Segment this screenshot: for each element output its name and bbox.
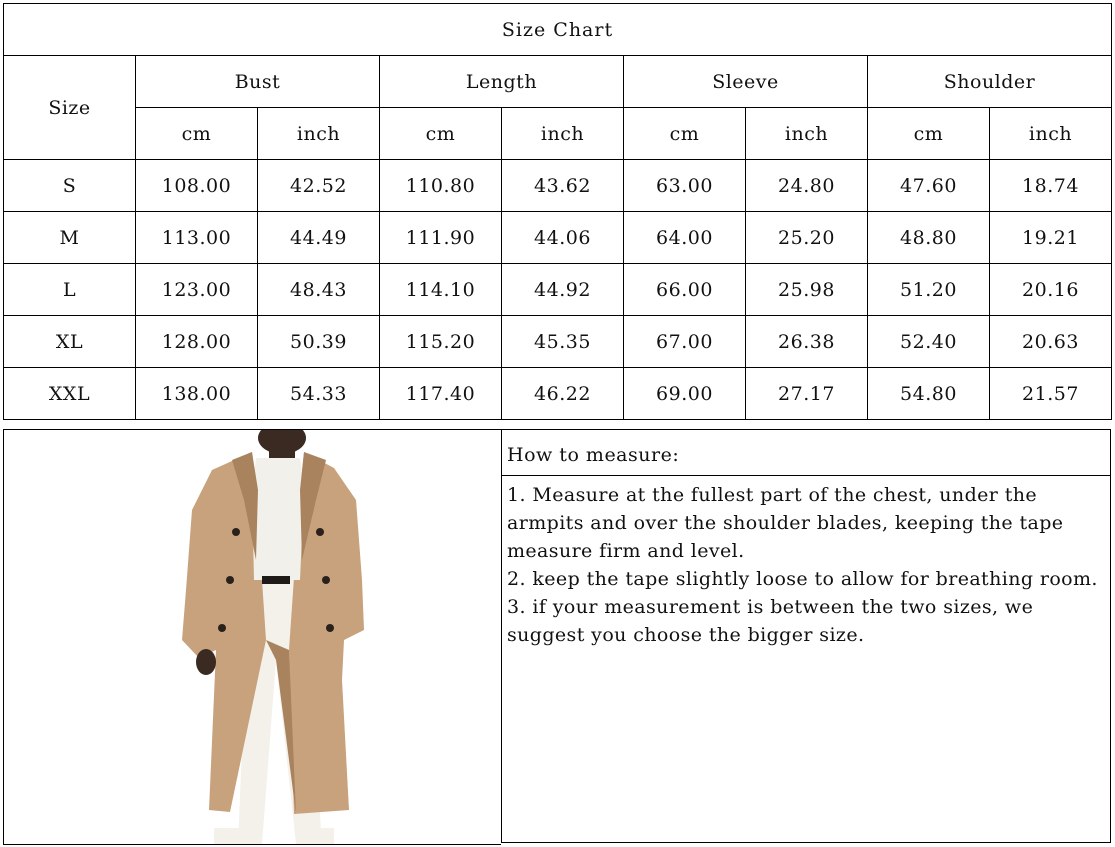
unit-header: cm — [868, 108, 990, 160]
measure-step: 3. if your measurement is between the two sizes, we suggest you choose the bigger size. — [507, 596, 1034, 646]
unit-header: cm — [136, 108, 258, 160]
measurement-cell: 19.21 — [990, 212, 1112, 264]
coat-button — [232, 528, 240, 536]
measurement-cell: 45.35 — [502, 316, 624, 368]
measurement-cell: 26.38 — [746, 316, 868, 368]
unit-header: cm — [380, 108, 502, 160]
measurement-cell: 48.80 — [868, 212, 990, 264]
table-row — [4, 316, 1112, 368]
measurement-cell: 18.74 — [990, 160, 1112, 212]
measurement-cell: 115.20 — [380, 316, 502, 368]
measurement-cell: 54.33 — [258, 368, 380, 420]
model-hand — [196, 649, 216, 675]
size-label: XXL — [4, 368, 136, 420]
model-neck — [269, 442, 295, 460]
measure-step: 2. keep the tape slightly loose to allow for breathing room. — [507, 568, 1098, 590]
measurement-cell: 110.80 — [380, 160, 502, 212]
measurement-cell: 54.80 — [868, 368, 990, 420]
measure-step: 1. Measure at the fullest part of the chest, under the armpits and over the shoulder blades, keeping the tape measure firm and level. — [507, 484, 1064, 562]
table-row — [4, 160, 1112, 212]
table-row — [4, 368, 1112, 420]
measurement-cell: 67.00 — [624, 316, 746, 368]
measurement-cell: 44.92 — [502, 264, 624, 316]
size-label: XL — [4, 316, 136, 368]
measurement-cell: 48.43 — [258, 264, 380, 316]
bust-header: Bust — [136, 56, 380, 108]
measurement-cell: 46.22 — [502, 368, 624, 420]
measurement-cell: 128.00 — [136, 316, 258, 368]
size-label: L — [4, 264, 136, 316]
length-header: Length — [380, 56, 624, 108]
shoe-right — [308, 828, 334, 844]
measurement-cell: 25.98 — [746, 264, 868, 316]
measurement-cell: 44.06 — [502, 212, 624, 264]
measure-instructions-panel — [501, 429, 1111, 843]
size-chart-table — [3, 3, 1112, 420]
unit-header: inch — [502, 108, 624, 160]
measurement-cell: 111.90 — [380, 212, 502, 264]
measurement-cell: 113.00 — [136, 212, 258, 264]
unit-header: inch — [746, 108, 868, 160]
measurement-cell: 47.60 — [868, 160, 990, 212]
belt — [262, 576, 290, 584]
size-label: M — [4, 212, 136, 264]
measurement-cell: 43.62 — [502, 160, 624, 212]
measurement-cell: 123.00 — [136, 264, 258, 316]
unit-header: cm — [624, 108, 746, 160]
measurement-cell: 63.00 — [624, 160, 746, 212]
unit-header: inch — [258, 108, 380, 160]
size-label: S — [4, 160, 136, 212]
measurement-cell: 117.40 — [380, 368, 502, 420]
unit-header: inch — [990, 108, 1112, 160]
coat-button — [218, 624, 226, 632]
coat-button — [226, 576, 234, 584]
measurement-cell: 25.20 — [746, 212, 868, 264]
measurement-cell: 108.00 — [136, 160, 258, 212]
size-column-header: Size — [4, 56, 136, 160]
shoulder-header: Shoulder — [868, 56, 1112, 108]
measurement-cell: 114.10 — [380, 264, 502, 316]
measurement-cell: 27.17 — [746, 368, 868, 420]
measurement-cell: 51.20 — [868, 264, 990, 316]
product-photo — [3, 429, 501, 845]
measurement-cell: 24.80 — [746, 160, 868, 212]
measurement-cell: 42.52 — [258, 160, 380, 212]
measurement-cell: 50.39 — [258, 316, 380, 368]
measurement-cell: 66.00 — [624, 264, 746, 316]
measurement-cell: 138.00 — [136, 368, 258, 420]
measurement-cell: 44.49 — [258, 212, 380, 264]
coat-button — [322, 576, 330, 584]
measure-steps — [502, 476, 1110, 649]
measurement-cell: 20.63 — [990, 316, 1112, 368]
measurement-cell: 52.40 — [868, 316, 990, 368]
table-row — [4, 212, 1112, 264]
coat-button — [316, 528, 324, 536]
measure-heading: How to measure: — [502, 430, 1110, 476]
measurement-cell: 20.16 — [990, 264, 1112, 316]
turtleneck-sweater — [252, 458, 304, 580]
sleeve-header: Sleeve — [624, 56, 868, 108]
coat-button — [326, 624, 334, 632]
table-row — [4, 264, 1112, 316]
table-title: Size Chart — [4, 4, 1112, 56]
shoe-left — [214, 828, 240, 844]
measurement-cell: 64.00 — [624, 212, 746, 264]
coat-model-illustration — [4, 430, 501, 844]
measurement-cell: 69.00 — [624, 368, 746, 420]
measurement-cell: 21.57 — [990, 368, 1112, 420]
